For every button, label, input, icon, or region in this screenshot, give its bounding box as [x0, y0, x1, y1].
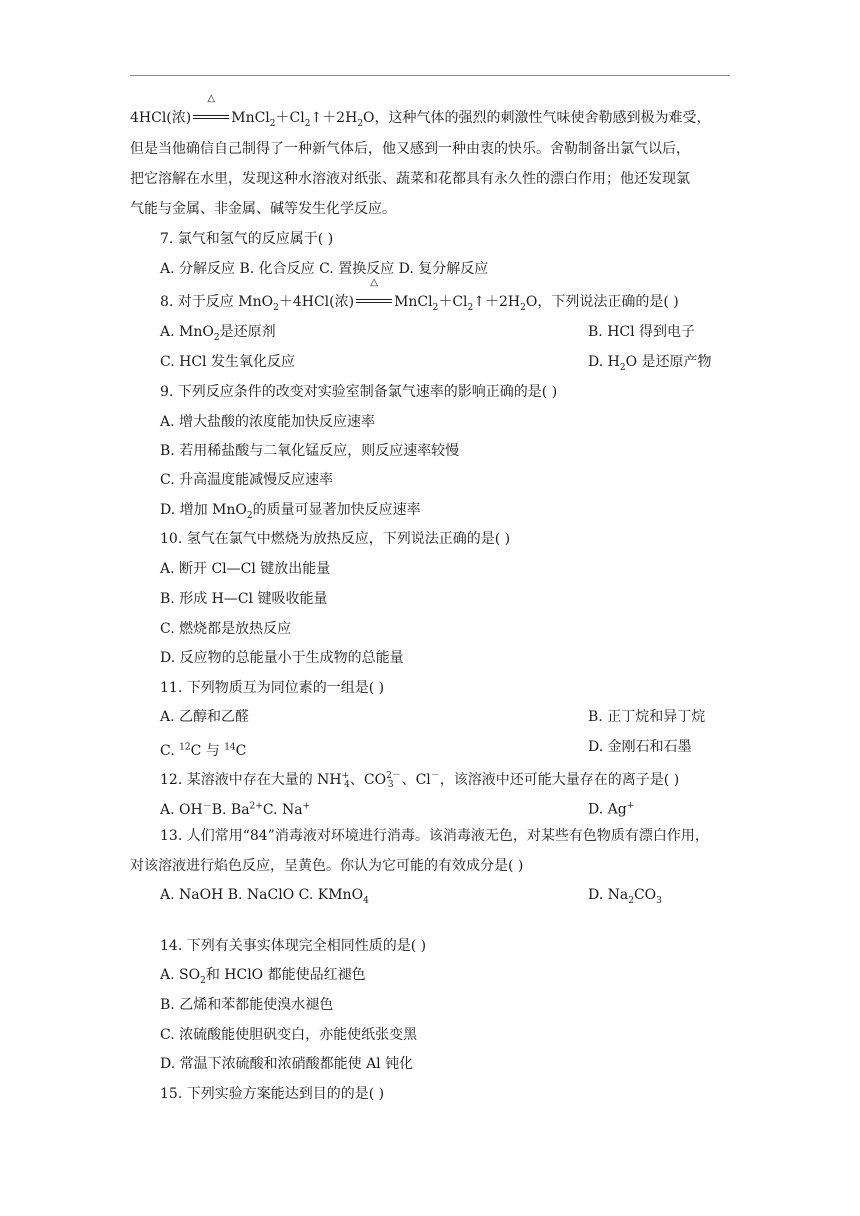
question-10-option-a: A. 断开 Cl—Cl 键放出能量 — [160, 561, 331, 577]
question-10-option-d: D. 反应物的总能量小于生成物的总能量 — [160, 650, 404, 666]
option-d: D. 金刚石和石墨 — [588, 739, 692, 755]
question-14-option-c: C. 浓硫酸能使胆矾变白，亦能使纸张变黑 — [160, 1027, 418, 1043]
question-10-option-c: C. 燃烧都是放热反应 — [160, 621, 292, 637]
question-13-stem-line-1: 13. 人们常用“84”消毒液对环境进行消毒。该消毒液无色，对某些有色物质有漂白作用， — [160, 828, 709, 844]
options-abc: A. NaOH B. NaClO C. KMnO$_4$ — [160, 887, 369, 906]
question-9-option-c: C. 升高温度能减慢反应速率 — [160, 472, 334, 488]
option-d: D. $Na_2CO_3$ — [588, 887, 662, 906]
question-8-row-ab — [160, 322, 696, 348]
question-8-row-cd — [160, 352, 712, 373]
passage-line-3: 把它溶解在水里，发现这种水溶液对纸张、蔬菜和花都具有永久性的漂白作用；他还发现氯 — [130, 171, 690, 187]
question-14-option-d: D. 常温下浓硫酸和浓硝酸都能使 Al 钝化 — [160, 1056, 414, 1072]
question-10-option-b: B. 形成 H—Cl 键吸收能量 — [160, 591, 328, 607]
question-9-stem: 9. 下列反应条件的改变对实验室制备氯气速率的影响正确的是( ) — [160, 384, 558, 400]
heat-equilibrium-sign: △ — [192, 109, 230, 123]
question-14-option-b: B. 乙烯和苯都能使溴水褪色 — [160, 997, 334, 1013]
option-c: C. $^{12}$C 与 $^{14}$C — [160, 742, 247, 759]
question-15-stem: 15. 下列实验方案能达到目的的是( ) — [160, 1086, 385, 1102]
option-a: A. 乙醇和乙醛 — [160, 709, 250, 725]
heat-equilibrium-sign: △ — [355, 293, 393, 307]
option-d: D. Ag+ — [588, 801, 635, 818]
question-10-stem: 10. 氢气在氯气中燃烧为放热反应，下列说法正确的是( ) — [160, 531, 511, 547]
question-13-options — [160, 885, 662, 911]
option-a: A. MnO$_2$是还原剂 — [160, 324, 276, 343]
option-c: C. HCl 发生氧化反应 — [160, 354, 295, 370]
header-rule — [130, 75, 730, 76]
question-9-option-a: A. 增大盐酸的浓度能加快反应速率 — [160, 414, 376, 430]
passage-line-4: 气能与金属、非金属、碱等发生化学反应。 — [130, 201, 396, 217]
question-11-row-ab — [160, 707, 706, 727]
question-14-option-a: A. $SO_2$和 HClO 都能使品红褪色 — [160, 967, 366, 986]
question-12-stem: 12. 某溶液中存在大量的 $NH^+_4$、$CO^{2-}_3$ 、Cl－，该溶液中还可能大量存在的离子是( ) — [160, 771, 680, 790]
passage-line-1: 4HCl(浓) △ $MnCl_2+Cl_2↑+2H_2O$，这种气体的强烈的刺激性气味使舍勒感到极为难受， — [130, 93, 711, 129]
question-11-stem: 11. 下列物质互为同位素的一组是( ) — [160, 680, 385, 696]
option-d: D. $H_2O$ 是还原产物 — [588, 354, 712, 373]
question-12-options — [160, 796, 635, 820]
question-13-stem-line-2: 对该溶液进行焰色反应，呈黄色。你认为它可能的有效成分是( ) — [130, 858, 524, 874]
option-b: B. HCl 得到电子 — [588, 324, 696, 340]
option-b: B. 正丁烷和异丁烷 — [588, 709, 706, 725]
passage-line-2: 但是当他确信自己制得了一种新气体后，他又感到一种由衷的快乐。舍勒制备出氯气以后， — [130, 141, 690, 157]
question-9-option-b: B. 若用稀盐酸与二氧化锰反应，则反应速率较慢 — [160, 443, 460, 459]
question-14-stem: 14. 下列有关事实体现完全相同性质的是( ) — [160, 938, 427, 954]
question-8-stem: 8. 对于反应 MnO$_2$＋4HCl(浓) △ $MnCl_2+Cl_2↑+2H_2O$，下列说法正确的是( ) — [160, 277, 679, 313]
question-7-stem: 7. 氯气和氢气的反应属于( ) — [160, 231, 334, 247]
question-9-option-d: D. 增加 MnO$_2$的质量可显著加快反应速率 — [160, 502, 421, 521]
question-7-options: A. 分解反应 B. 化合反应 C. 置换反应 D. 复分解反应 — [160, 261, 489, 277]
question-11-row-cd — [160, 737, 692, 761]
options-abc: A. OH－B. $Ba^{2+}C$. Na+ — [160, 801, 311, 818]
